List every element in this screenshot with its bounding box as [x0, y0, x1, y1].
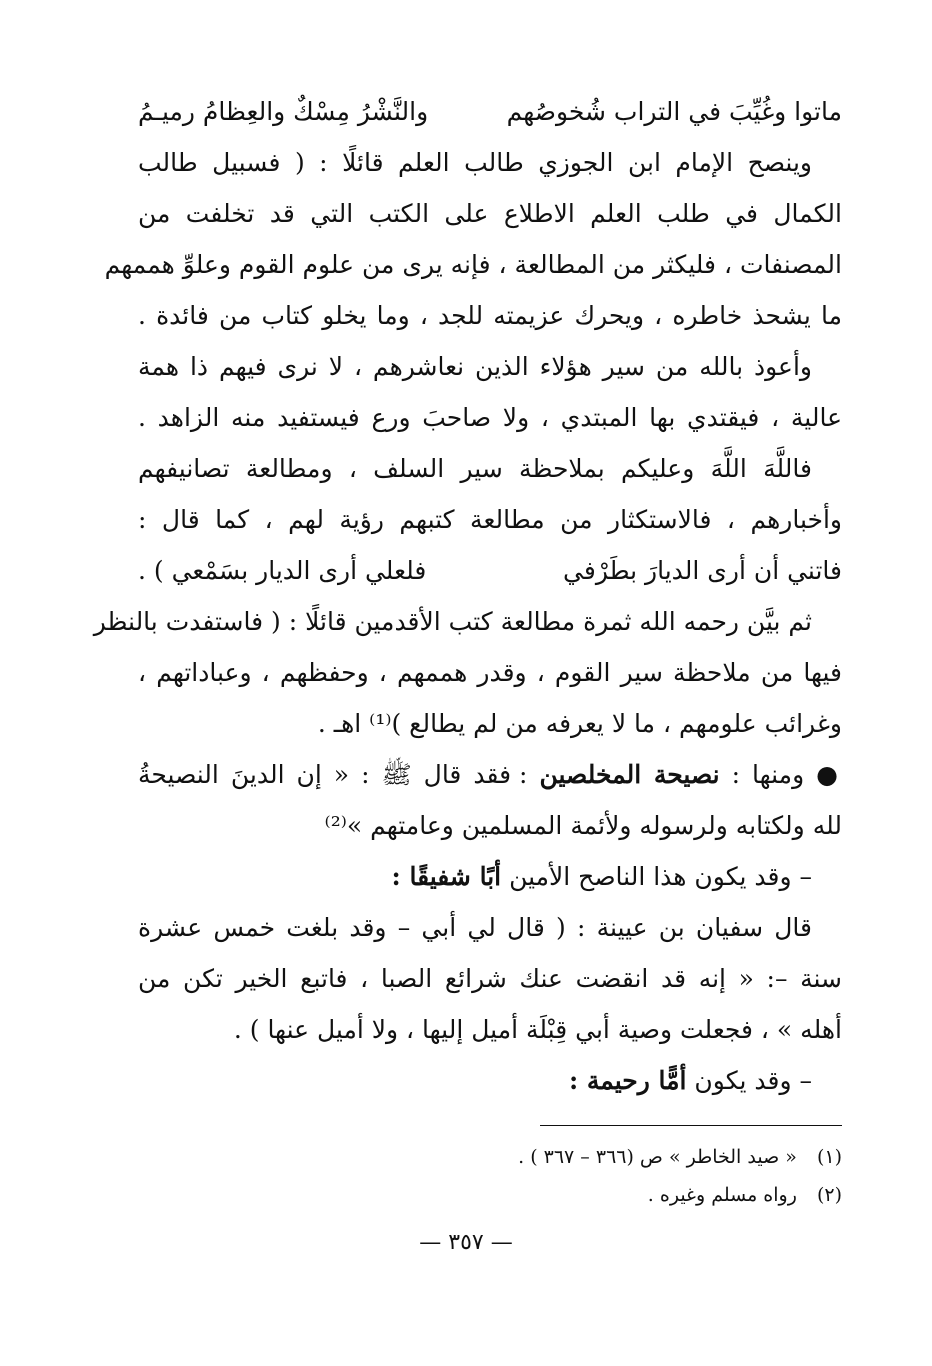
text-line: سنة –: « إنه قد انقضت عنك شرائع الصبا ، فاتبع الخير تكن من: [138, 964, 842, 993]
verse-line: [138, 545, 842, 596]
subheading-bold: أبًا شفيقًا :: [391, 862, 502, 891]
footnotes: [300, 1138, 842, 1214]
text-line: وأعوذ بالله من سير هؤلاء الذين نعاشرهم ، لا نرى فيهم ذا همة: [138, 352, 812, 381]
text-line: لله ولكتابه ولرسوله ولأئمة المسلمين وعامتهم »⁽²⁾: [324, 811, 842, 840]
subheading-bold: أمًّا رحيمة :: [568, 1066, 687, 1095]
footnote-text: « صيد الخاطر » ص (٣٦٦ – ٣٦٧ ) .: [518, 1146, 797, 1168]
subheading-prefix: – وقد يكون: [694, 1066, 812, 1095]
verse-second-hemistich: فلعلي أرى الديار بسَمْعي ) .: [138, 556, 427, 585]
section-rest: : فقد قال ﷺ : « إن الدينَ النصيحةُ: [138, 760, 528, 789]
main-text: [93, 86, 842, 1106]
text-line: أهله » ، فجعلت وصية أبي قِبْلَة أميل إليها ، ولا أميل عنها ) .: [233, 1015, 842, 1044]
section-heading: نصيحة المخلصين: [539, 760, 720, 789]
text-line: ثم بيَّن رحمه الله ثمرة مطالعة كتب الأقدمين قائلًا : ( فاستفدت بالنظر: [93, 607, 812, 636]
page-number: — ٣٥٧ —: [419, 1230, 513, 1255]
text-line: وغرائب علومهم ، ما لا يعرفه من لم يطالع )⁽¹⁾ اهـ .: [317, 709, 842, 738]
poem-first-hemistich: ماتوا وغُيِّبَ في التراب شُخوصُهم: [506, 97, 842, 126]
text-line: فاللَّهَ اللَّهَ وعليكم بملاحظة سير السلف ، ومطالعة تصانيفهم: [138, 454, 812, 483]
footnote-divider: [540, 1125, 842, 1126]
footnote-text: رواه مسلم وغيره .: [647, 1184, 797, 1206]
text-line: وينصح الإمام ابن الجوزي طالب العلم قائلًا : ( فسبيل طالب: [138, 148, 812, 177]
text-line: عالية ، فيقتدي بها المبتدي ، ولا صاحبَ ورع فيستفيد منه الزاهد .: [138, 403, 842, 432]
bullet-icon: ●: [816, 760, 842, 789]
poem-second-hemistich: والنَّشْرُ مِسْكٌ والعِظامُ رميـمُ: [138, 97, 429, 126]
footnote-number: (١): [816, 1146, 842, 1168]
text-line: وأخبارهم ، فالاستكثار من مطالعة كتبهم رؤية لهم ، كما قال :: [138, 505, 842, 534]
subheading-line: [138, 1055, 842, 1106]
verse-first-hemistich: فاتني أن أرى الديارَ بطَرْفي: [563, 556, 842, 585]
text-line: المصنفات ، فليكثر من المطالعة ، فإنه يرى من علوم القوم وعلوِّ هممهم: [104, 250, 842, 279]
text-line: قال سفيان بن عيينة : ( قال لي أبي – وقد بلغت خمس عشرة: [138, 913, 812, 942]
section-prefix: ومنها :: [731, 760, 805, 789]
text-line: ما يشحذ خاطره ، ويحرك عزيمته للجد ، وما يخلو كتاب من فائدة .: [138, 301, 842, 330]
text-line: الكمال في طلب العلم الاطلاع على الكتب التي قد تخلفت من: [138, 199, 842, 228]
text-line: فيها من ملاحظة سير القوم ، وقدر هممهم ، وحفظهم ، وعباداتهم ،: [138, 658, 842, 687]
footnote-number: (٢): [816, 1184, 842, 1206]
subheading-prefix: – وقد يكون هذا الناصح الأمين: [509, 862, 812, 891]
section-heading-line: [138, 749, 842, 800]
footnote: [300, 1138, 842, 1176]
subheading-line: [138, 851, 842, 902]
poem-verse: [138, 86, 842, 137]
footnote: [300, 1176, 842, 1214]
